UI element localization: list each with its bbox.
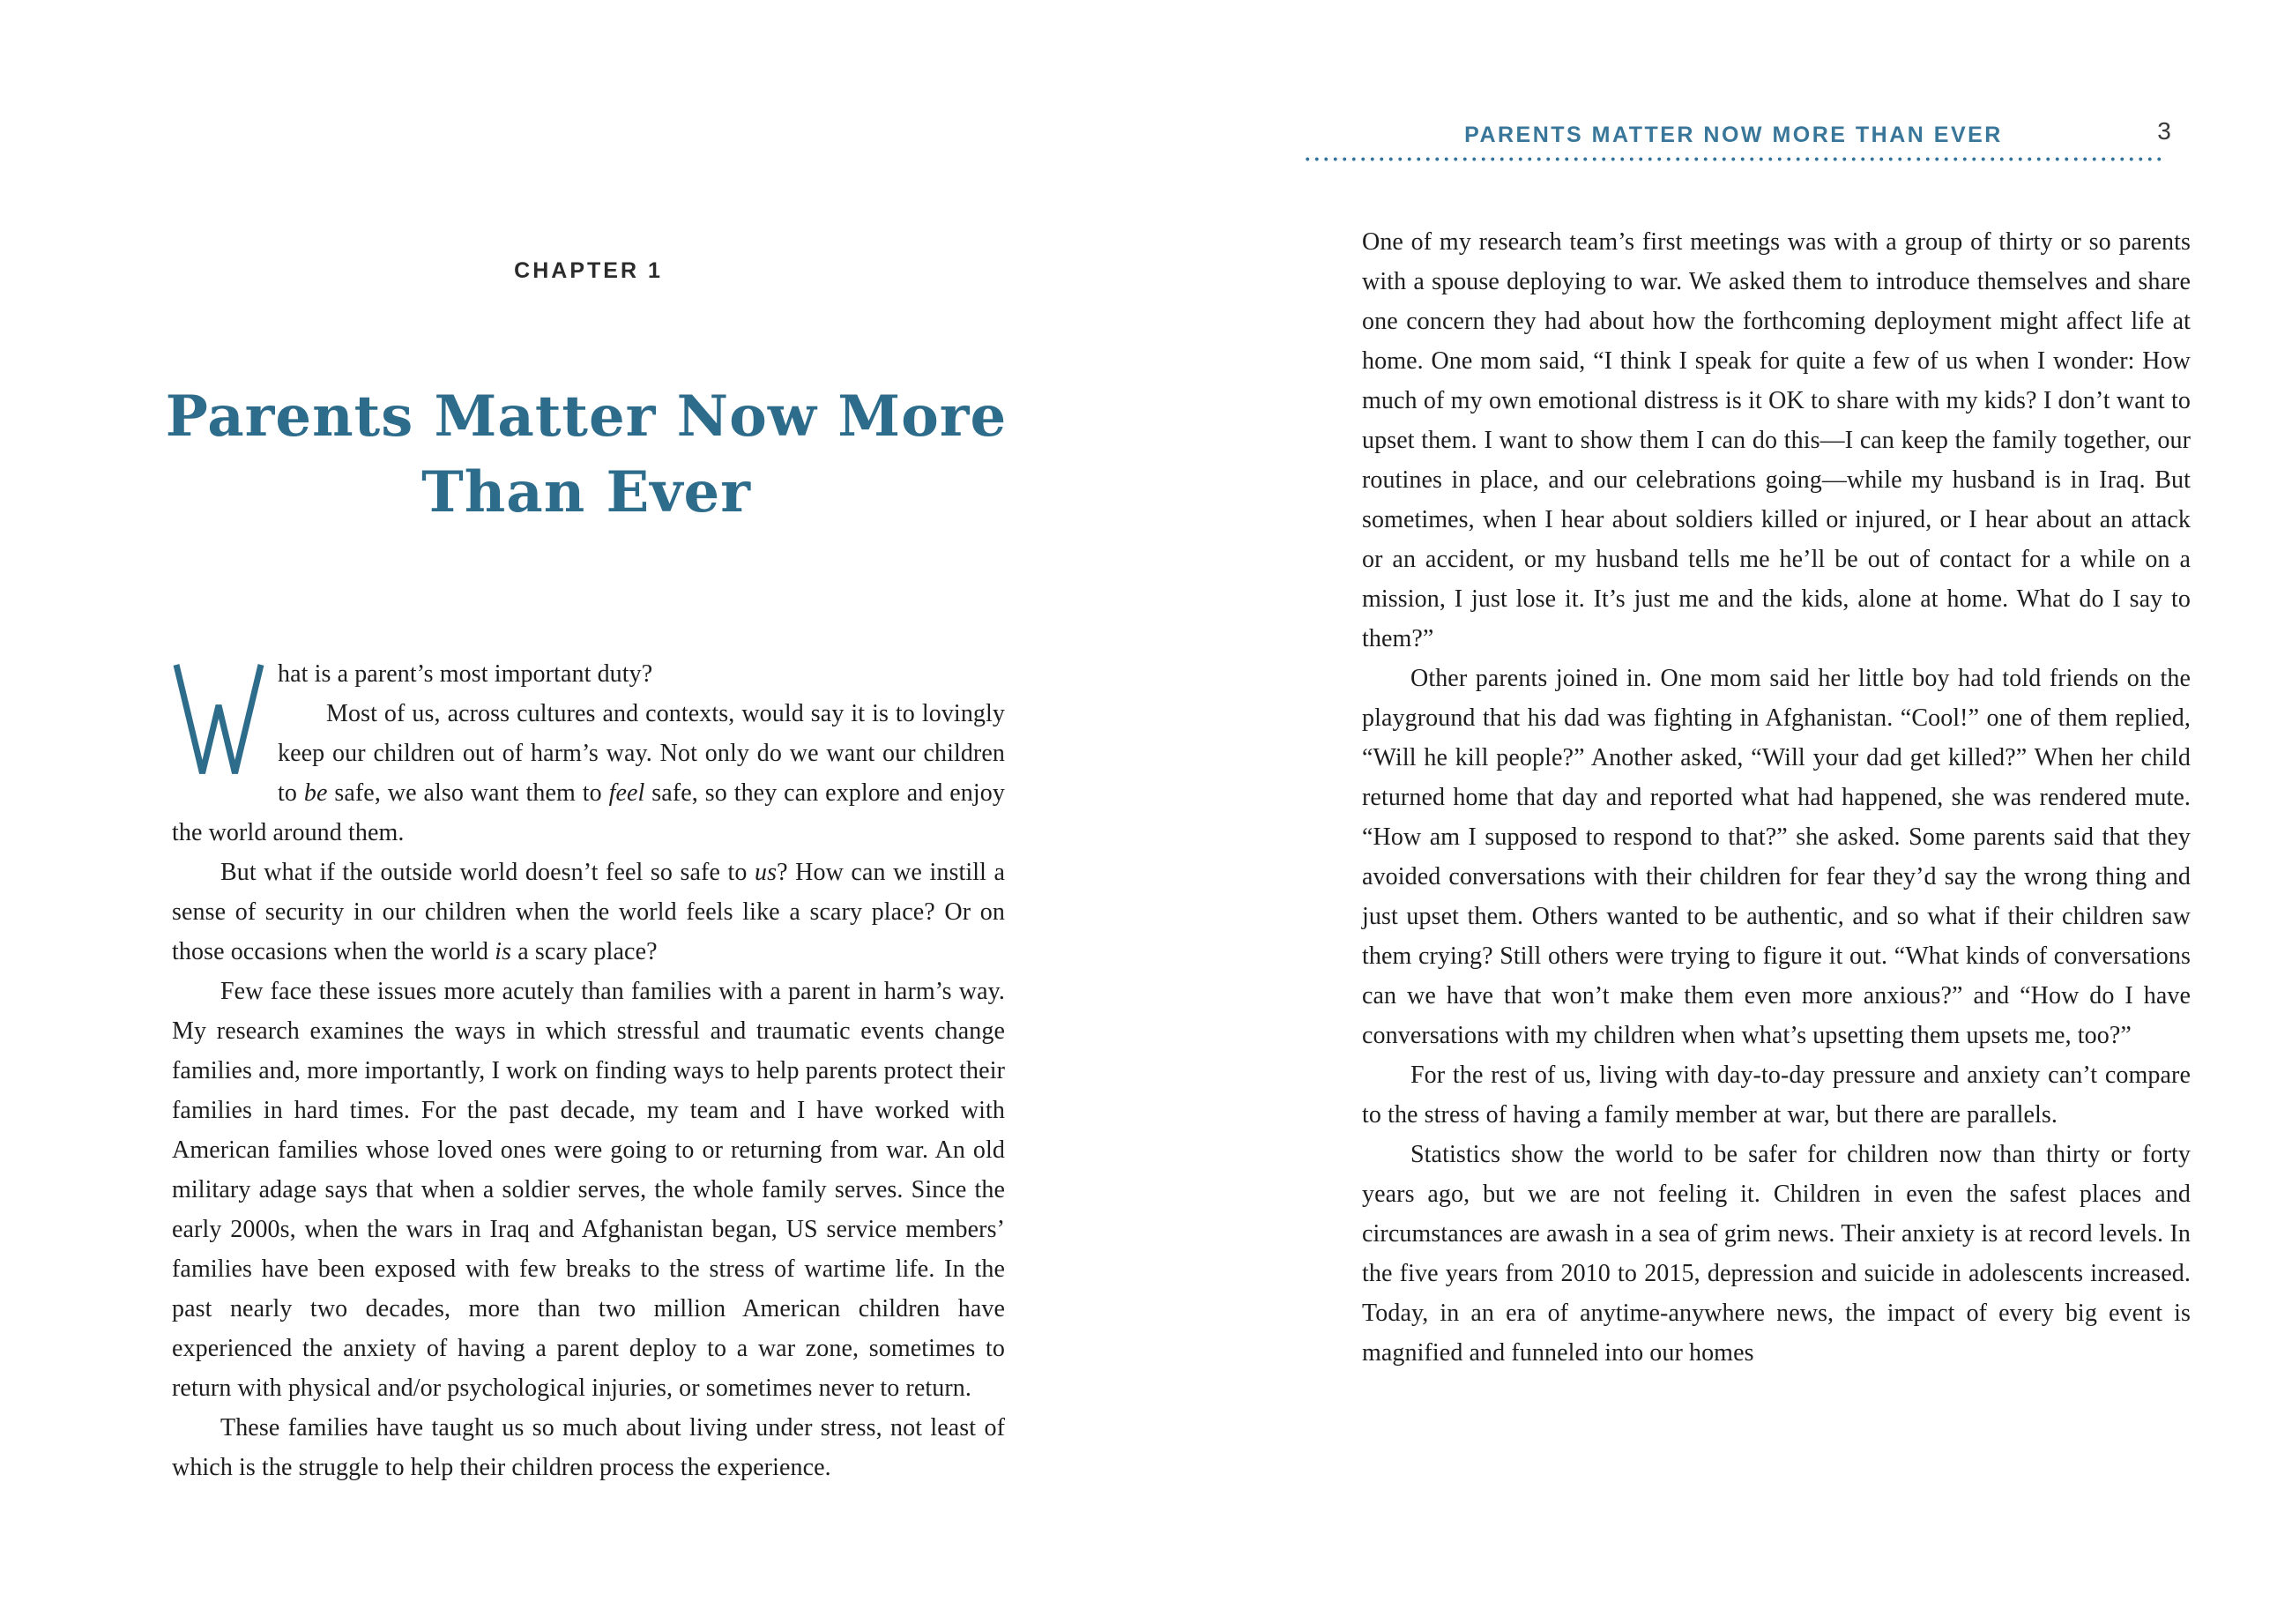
text-run: But what if the outside world doesn’t feel so safe to (220, 859, 755, 886)
paragraph (1362, 222, 2191, 659)
paragraph (172, 972, 1005, 1408)
text-run: One of my research team’s first meetings was with a group of thirty or so parents with a spouse deploying to war. We asked them to introduce themselves and share one concern they had about how the forthcoming deployment might affect life at home. One mom said, “I think I speak for quite a few of us when I wonder: How much of my own emotional distress is it OK to share with my kids? I don’t want to upset them. I want to show them I can do this—I can keep the family together, our routines in place, and our celebrations going—while my husband is in Iraq. But sometimes, when I hear about soldiers killed or injured, or I hear about an attack or an accident, or my husband tells me he’ll be out of contact for a while on a mission, I just lose it. It’s just me and the kids, alone at home. What do I say to them?” (1362, 228, 2191, 652)
chapter-title-line-2: Than Ever (421, 459, 751, 525)
chapter-label: CHAPTER 1 (514, 258, 663, 283)
text-run: safe, we also want them to (327, 779, 609, 807)
text-run: ? How can we instill a sense of security in our children when the world feels like a scary place? Or on those occasions when the world (172, 859, 1005, 965)
paragraph (172, 1408, 1005, 1487)
italic-text: us (755, 859, 778, 886)
paragraph (172, 654, 1005, 694)
paragraph (172, 853, 1005, 972)
running-header: PARENTS MATTER NOW MORE THAN EVER (1464, 123, 2003, 147)
text-run: These families have taught us so much about living under stress, not least of which is the struggle to help their children process the experience. (172, 1414, 1005, 1481)
italic-text: be (303, 779, 328, 807)
text-run: Other parents joined in. One mom said her little boy had told friends on the playground that his dad was fighting in Afghanistan. “Cool!” one of them replied, “Will he kill people?” Another asked, “Will your dad get killed?” When her child returned home that day and reported what had happened, she was rendered mute. “How am I supposed to respond to that?” she asked. Some parents said that they avoided conversations with their children for fear they’d say the wrong thing and just upset them. Others wanted to be authentic, and so what if their children saw them crying? Still others were trying to figure it out. “What kinds of conversations can we have that won’t make them even more anxious?” and “How do I have conversations with my children when what’s upsetting them upsets me, too?” (1362, 665, 2191, 1049)
paragraph (1362, 659, 2191, 1055)
paragraph (1362, 1135, 2191, 1373)
text-run: Statistics show the world to be safer for children now than thirty or forty years ago, but we are not feeling it. Children in even the safest places and circumstances are awash in a sea of grim news. Their anxiety is at record levels. In the five years from 2010 to 2015, depression and suicide in adolescents increased. Today, in an era of anytime-anywhere news, the impact of every big event is magnified and funneled into our homes (1362, 1141, 2191, 1367)
paragraph (1362, 1055, 2191, 1135)
text-run: hat is a parent’s most important duty? (278, 660, 653, 688)
italic-text: feel (608, 779, 645, 807)
text-run: Most of us, across cultures and contexts, would say it is to lovingly keep our children out of harm’s way. Not only do we want our children to (278, 700, 1005, 807)
text-run: For the rest of us, living with day-to-day pressure and anxiety can’t compare to the stress of having a family member at war, but there are parallels. (1362, 1062, 2191, 1129)
text-run: a scary place? (511, 938, 658, 965)
left-page-body-text (172, 654, 1005, 1487)
page-number: 3 (2157, 117, 2171, 145)
chapter-title (128, 379, 1045, 531)
chapter-title-line-1: Parents Matter Now More (165, 384, 1008, 450)
text-run: safe, so they can explore and enjoy the world around them. (172, 779, 1005, 846)
paragraph (172, 694, 1005, 853)
dropcap-letter-w (172, 661, 265, 777)
italic-text: is (495, 938, 512, 965)
right-page-body-text (1362, 222, 2191, 1373)
text-run: Few face these issues more acutely than families with a parent in harm’s way. My research examines the ways in which stressful and traumatic events change families and, more importantly, I work on finding ways to help parents protect their families in hard times. For the past decade, my team and I have worked with American families whose loved ones were going to or returning from war. An old military adage says that when a soldier serves, the whole family serves. Since the early 2000s, when the wars in Iraq and Afghanistan began, US service members’ families have been exposed with few breaks to the stress of wartime life. In the past nearly two decades, more than two million American children have experienced the anxiety of having a parent deploy to a war zone, sometimes to return with physical and/or psychological injuries, or sometimes never to return. (172, 978, 1005, 1402)
dotted-rule (1303, 156, 2165, 162)
